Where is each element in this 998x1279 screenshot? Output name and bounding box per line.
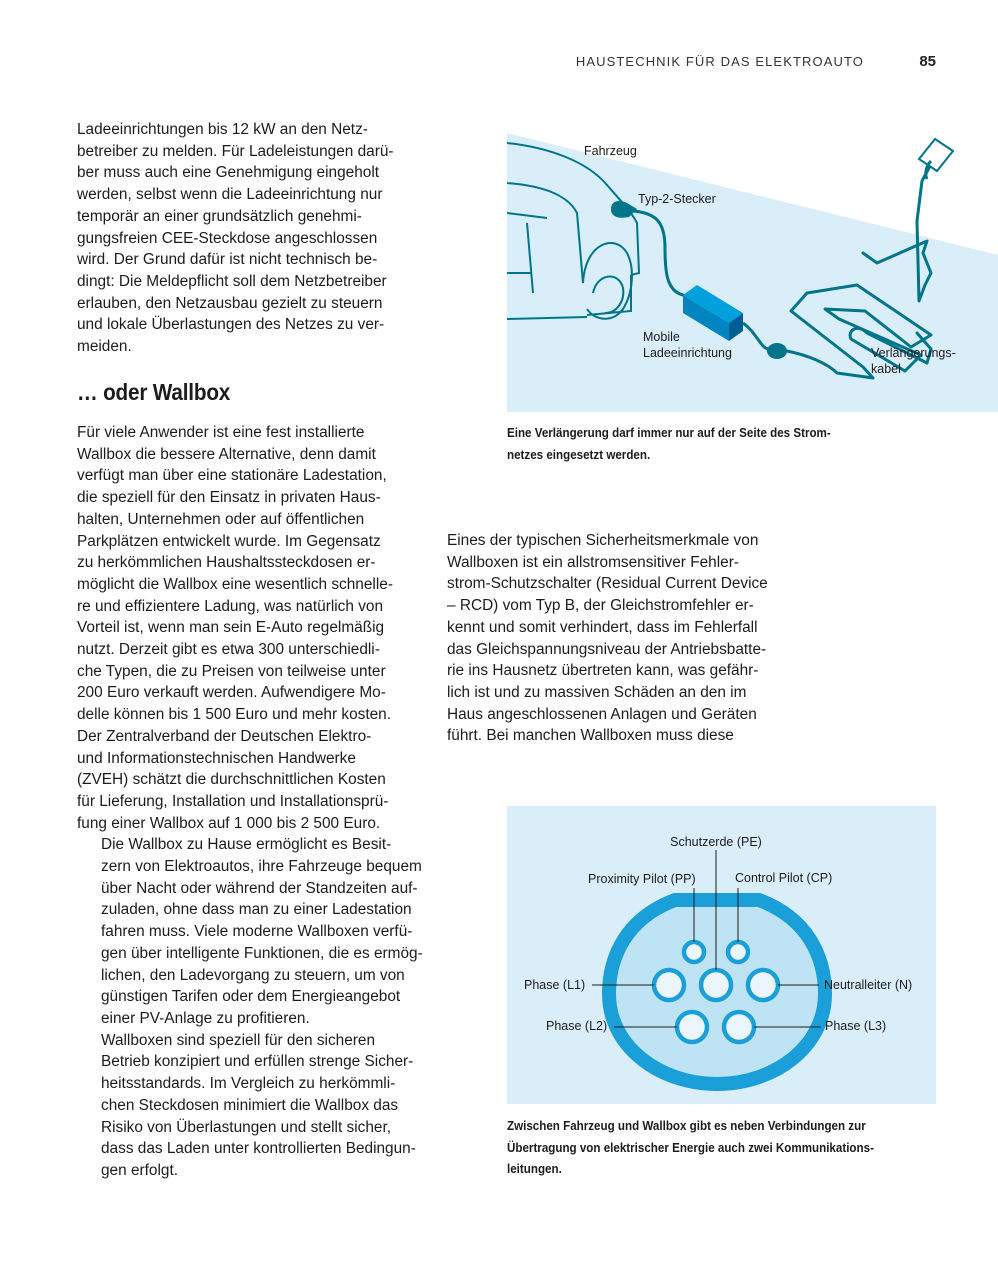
text-line: Für viele Anwender ist eine fest installierte	[77, 424, 365, 441]
caption-line: Eine Verlängerung darf immer nur auf der Seite des Strom-	[507, 425, 831, 440]
label-pe: Schutzerde (PE)	[670, 835, 762, 849]
text-line: strom-Schutzschalter (Residual Current Device	[447, 575, 768, 593]
pin-l2-icon	[677, 1012, 707, 1042]
text-line: fung einer Wallbox auf 1 000 bis 2 500 Euro.	[77, 814, 381, 832]
extension-cable-illustration	[507, 123, 998, 412]
text-line: rie ins Hausnetz übertreten kann, was gefähr-	[447, 662, 759, 680]
text-line: heitsstandards. Im Vergleich zu herkömmli-	[101, 1075, 396, 1093]
caption-line: Übertragung von elektrischer Energie auch zwei Kommunikations-	[507, 1139, 874, 1155]
text-line: zuladen, ohne dass man zu einer Ladestation	[101, 901, 412, 919]
text-line: Wallboxen sind speziell für den sicheren	[101, 1031, 376, 1049]
caption-line: netzes eingesetzt werden.	[507, 446, 651, 462]
text-line: nutzt. Derzeit gibt es etwa 300 unterschiedli-	[77, 641, 380, 659]
label-type2-plug: Typ-2-Stecker	[638, 192, 716, 206]
text-line: (ZVEH) schätzt die durchschnittlichen Kosten	[77, 771, 386, 789]
paragraph	[447, 530, 797, 747]
coupling-plug-icon	[767, 343, 787, 359]
body-text-column1-top	[77, 119, 427, 358]
caption-line: leitungen.	[507, 1161, 562, 1176]
text-line: che Typen, die zu Preisen von teilweise unter	[77, 662, 386, 680]
text-line: halten, Unternehmen oder auf öffentlichen	[77, 510, 365, 528]
label-extension-line1: Verlängerungs-	[871, 346, 956, 360]
page-number: 85	[919, 53, 936, 70]
text-line: 200 Euro verkauft werden. Aufwendigere Mo-	[77, 684, 386, 702]
text-line: und Informationstechnischen Handwerke	[77, 749, 356, 767]
label-cp: Control Pilot (CP)	[735, 871, 833, 885]
label-mobile-charger-line2: Ladeeinrichtung	[643, 346, 732, 360]
figure-caption-2	[507, 1115, 937, 1180]
text-line: kennt und somit verhindert, dass im Fehlerfall	[447, 618, 758, 636]
text-line: günstigen Tarifen oder dem Energieangebot	[101, 988, 401, 1006]
text-line: gen über intelligente Funktionen, die es ermög-	[101, 944, 423, 962]
text-line: möglicht die Wallbox eine wesentlich schnelle-	[77, 575, 393, 593]
label-mobile-charger-line1: Mobile	[643, 330, 680, 344]
label-pp: Proximity Pilot (PP)	[588, 872, 696, 886]
type2-connector-diagram	[507, 806, 936, 1104]
running-header-title: HAUSTECHNIK FÜR DAS ELEKTROAUTO	[575, 54, 864, 69]
text-line: Parkplätzen entwickelt wurde. Im Gegensatz	[77, 532, 381, 550]
text-line: zern von Elektroautos, ihre Fahrzeuge bequem	[101, 858, 422, 876]
paragraph	[77, 119, 427, 358]
text-line: Risiko von Überlastungen und stellt sicher,	[101, 1118, 392, 1136]
text-line: ber muss auch eine Genehmigung eingeholt	[77, 164, 380, 182]
text-line: meiden.	[77, 338, 132, 356]
label-vehicle: Fahrzeug	[584, 144, 637, 158]
text-line: betreiber zu melden. Für Ladeleistungen darü-	[77, 142, 394, 160]
text-line: führt. Bei manchen Wallboxen muss diese	[447, 727, 734, 745]
text-line: – RCD) vom Typ B, der Gleichstromfehler er-	[447, 597, 754, 615]
text-line: gen erfolgt.	[101, 1161, 179, 1179]
text-line: Wallboxen ist ein allstromsensitiver Fehler-	[447, 553, 739, 571]
text-line: dass das Laden unter kontrollierten Bedingun-	[101, 1140, 416, 1158]
paragraph	[77, 834, 427, 1029]
paragraph	[77, 422, 427, 834]
label-l3: Phase (L3)	[825, 1019, 887, 1033]
figure-caption-1	[507, 422, 927, 465]
pin-pe-icon	[701, 970, 731, 1000]
text-line: zu herkömmlichen Haushaltssteckdosen er-	[77, 554, 376, 572]
paragraph	[77, 1030, 427, 1182]
pin-pp-icon	[684, 942, 704, 962]
body-text-column2	[447, 530, 797, 747]
text-line: Vorteil ist, wenn man sein E-Auto regelmäßig	[77, 619, 385, 637]
pin-l3-icon	[724, 1012, 754, 1042]
section-heading: … oder Wallbox	[77, 379, 231, 405]
text-line: Eines der typischen Sicherheitsmerkmale von	[447, 532, 759, 549]
text-line: Die Wallbox zu Hause ermöglicht es Besit-	[101, 836, 392, 854]
text-line: für Lieferung, Installation und Installationsprü-	[77, 792, 389, 810]
text-line: wird. Der Grund dafür ist nicht technisch be-	[77, 251, 378, 269]
label-l1: Phase (L1)	[524, 978, 586, 992]
figure-type2-connector	[507, 806, 936, 1104]
text-line: dingt: Die Meldepflicht soll dem Netzbetreiber	[77, 272, 387, 290]
caption-line: Zwischen Fahrzeug und Wallbox gibt es neben Verbindungen zur	[507, 1118, 866, 1133]
text-line: das Gleichspannungsniveau der Antriebsbatte-	[447, 640, 767, 658]
text-line: verfügt man über eine stationäre Ladestation,	[77, 467, 387, 485]
text-line: Der Zentralverband der Deutschen Elektro-	[77, 727, 372, 745]
text-line: die speziell für den Einsatz in privaten Haus-	[77, 489, 381, 507]
text-line: Wallbox die bessere Alternative, denn damit	[77, 445, 376, 463]
label-l2: Phase (L2)	[546, 1019, 608, 1033]
text-line: erlauben, den Netzausbau gezielt zu steuern	[77, 294, 383, 312]
text-line: über Nacht oder während der Standzeiten auf-	[101, 879, 418, 897]
text-line: Ladeeinrichtungen bis 12 kW an den Netz-	[77, 121, 368, 138]
text-line: und lokale Überlastungen des Netzes zu ver-	[77, 316, 385, 334]
pin-l1-icon	[654, 970, 684, 1000]
text-line: temporär an einer grundsätzlich genehmi-	[77, 207, 362, 225]
text-line: Betrieb konzipiert und erfüllen strenge Sicher-	[101, 1053, 414, 1071]
text-line: lich ist und zu massiven Schäden an den im	[447, 683, 747, 701]
text-line: gungsfreien CEE-Steckdose angeschlossen	[77, 229, 378, 247]
text-line: fahren muss. Viele moderne Wallboxen verfü-	[101, 923, 413, 941]
text-line: delle können bis 1 500 Euro und mehr kosten.	[77, 706, 392, 724]
running-header	[0, 54, 998, 74]
text-line: einer PV-Anlage zu profitieren.	[101, 1009, 310, 1027]
label-extension-line2: kabel	[871, 362, 901, 376]
text-line: werden, selbst wenn die Ladeeinrichtung nur	[77, 186, 383, 204]
text-line: Haus angeschlossenen Anlagen und Geräten	[447, 705, 757, 723]
label-n: Neutralleiter (N)	[824, 978, 913, 992]
pin-cp-icon	[728, 942, 748, 962]
pin-n-icon	[748, 970, 778, 1000]
body-text-column1-bottom	[77, 422, 427, 1182]
text-line: lichen, den Ladevorgang zu steuern, um von	[101, 966, 405, 984]
text-line: re und effizientere Ladung, was natürlich von	[77, 597, 384, 615]
text-line: chen Steckdosen minimiert die Wallbox das	[101, 1096, 399, 1114]
figure-extension-cable	[507, 123, 998, 412]
